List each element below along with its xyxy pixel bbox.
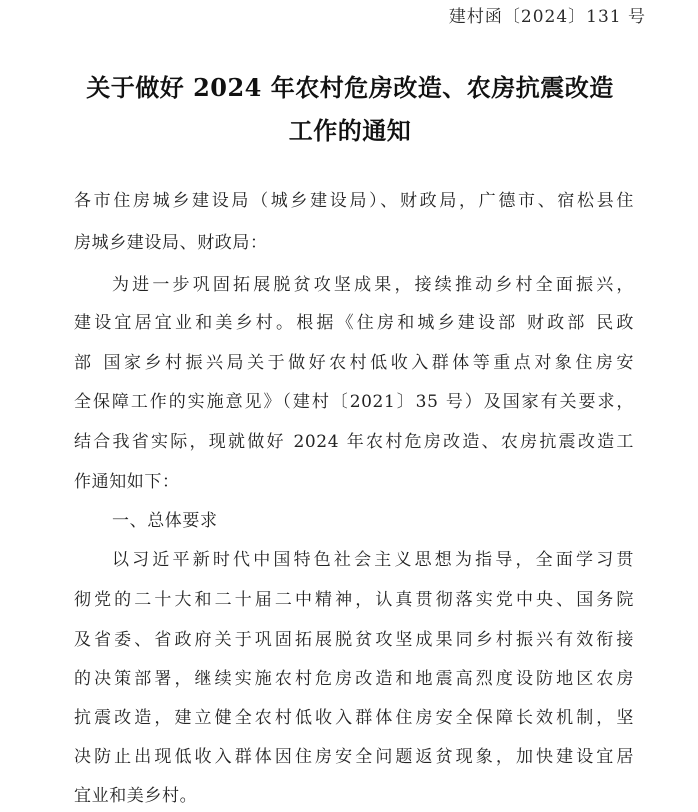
paragraph-line: 宜业和美乡村。 — [74, 786, 198, 806]
paragraph-line: 彻党的二十大和二十届二中精神，认真贯彻落实党中央、国务院 — [74, 590, 634, 610]
paragraph-line: 结合我省实际，现就做好 2024 年农村危房改造、农房抗震改造工 — [74, 432, 634, 452]
paragraph-line: 及省委、省政府关于巩固拓展脱贫攻坚成果同乡村振兴有效衔接 — [74, 630, 634, 650]
title-line-1: 关于做好 2024 年农村危房改造、农房抗震改造 — [86, 73, 614, 102]
paragraph-line: 全保障工作的实施意见》（建村〔2021〕35 号）及国家有关要求， — [74, 392, 634, 412]
paragraph-line: 抗震改造，建立健全农村低收入群体住房安全保障长效机制，坚 — [74, 708, 634, 728]
paragraph-line: 决防止出现低收入群体因住房安全问题返贫现象，加快建设宜居 — [74, 747, 634, 767]
salutation-line: 房城乡建设局、财政局： — [74, 233, 268, 253]
document-number: 建村函〔2024〕131 号 — [448, 7, 646, 27]
salutation-line: 各市住房城乡建设局（城乡建设局）、财政局，广德市、宿松县住 — [74, 191, 634, 211]
paragraph-line: 建设宜居宜业和美乡村。根据《住房和城乡建设部 财政部 民政 — [74, 313, 634, 333]
title-line-2: 工作的通知 — [288, 116, 412, 145]
paragraph-line: 部 国家乡村振兴局关于做好农村低收入群体等重点对象住房安 — [74, 353, 634, 373]
paragraph-line: 作通知如下： — [74, 472, 180, 492]
paragraph-line: 以习近平新时代中国特色社会主义思想为指导，全面学习贯 — [112, 550, 634, 570]
section-heading: 一、总体要求 — [112, 511, 218, 531]
paragraph-line: 的决策部署，继续实施农村危房改造和地震高烈度设防地区农房 — [74, 669, 634, 689]
paragraph-line: 为进一步巩固拓展脱贫攻坚成果，接续推动乡村全面振兴， — [112, 275, 634, 295]
